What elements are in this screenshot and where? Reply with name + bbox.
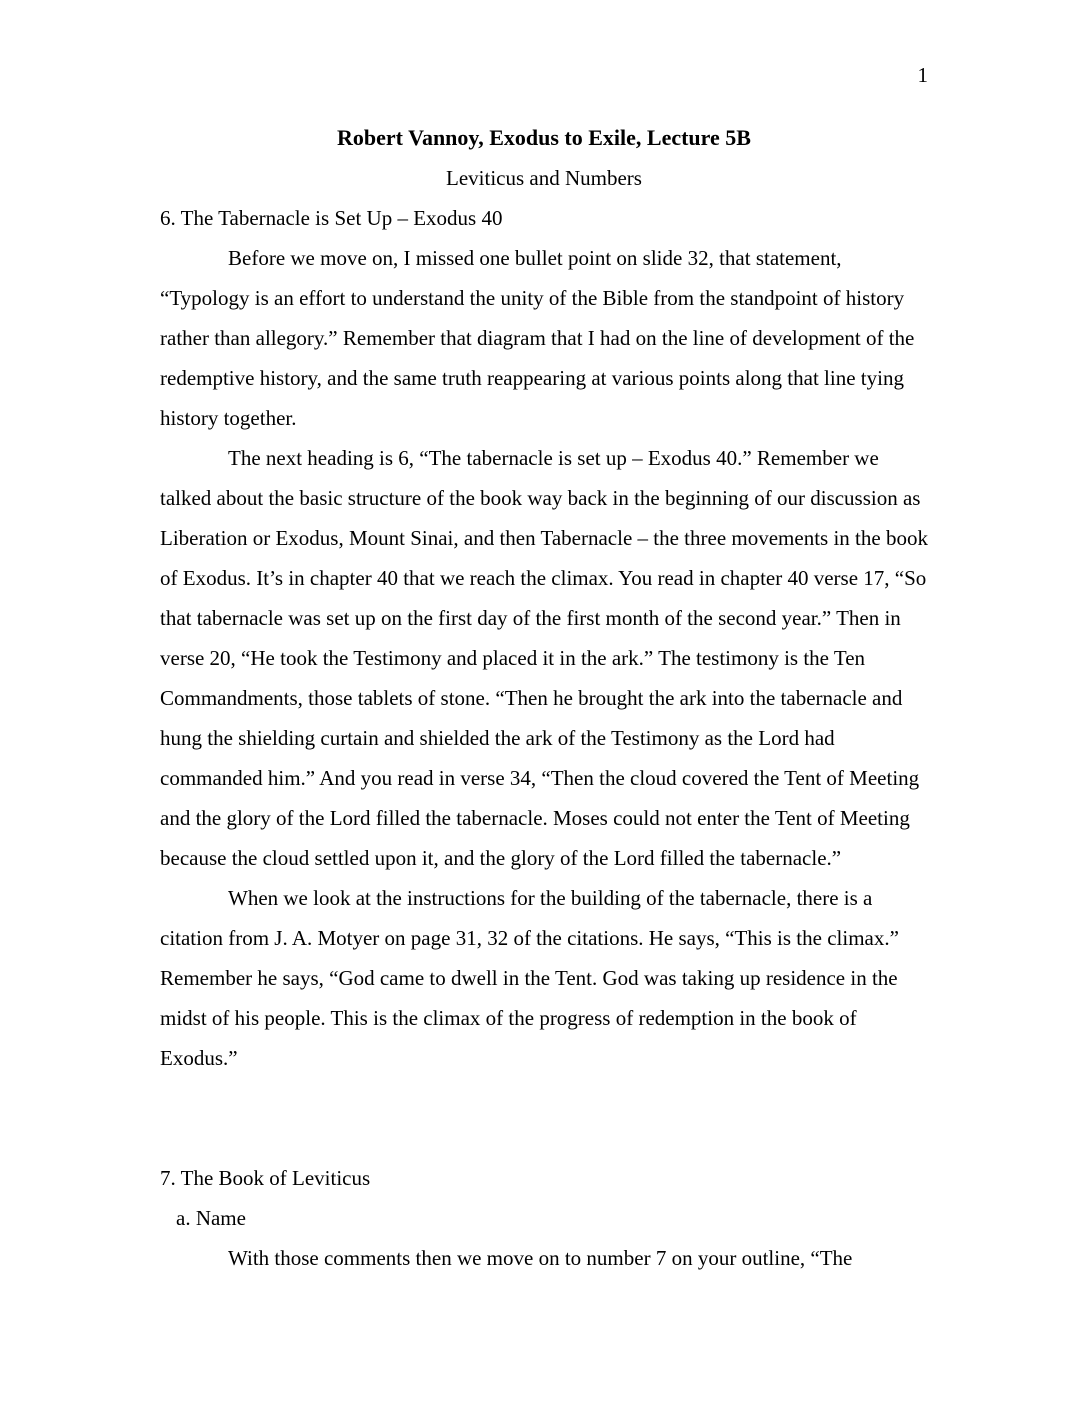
section-heading-leviticus: 7. The Book of Leviticus	[160, 1166, 371, 1190]
document-title: Robert Vannoy, Exodus to Exile, Lecture 5B	[337, 125, 751, 150]
paragraph-outline-intro: With those comments then we move on to number 7 on your outline, “The	[228, 1246, 853, 1270]
paragraph-next-heading: The next heading is 6, “The tabernacle is set up – Exodus 40.” Remember we talked about the basic structure of the book way back in the beginning of our discussion as Liberation or Exodus, Mount Sinai, and then Tabernacle – the three movements in the book of Exodus. It’s in chapter 40 that we reach the climax. You read in chapter 40 verse 17, “So that tabernacle was set up on the first day of the first month of the second year.” Then in verse 20, “He took the Testimony and placed it in the ark.” The testimony is the Ten Commandments, those tablets of stone. “Then he brought the ark into the tabernacle and hung the shielding curtain and shielded the ark of the Testimony as the Lord had commanded him.” And you read in verse 34, “Then the cloud covered the Tent of Meeting and the glory of the Lord filled the tabernacle. Moses could not enter the Tent of Meeting because the cloud settled upon it, and the glory of the Lord filled the tabernacle.”	[160, 446, 928, 870]
paragraph-typology: Before we move on, I missed one bullet point on slide 32, that statement, “Typology is an effort to understand the unity of the Bible from the standpoint of history rather than allegory.” Remember that diagram that I had on the line of development of the redemptive history, and the same truth reappearing at various points along that line tying history together.	[160, 246, 915, 430]
subsection-heading-name: a. Name	[176, 1206, 246, 1230]
section-heading-tabernacle: 6. The Tabernacle is Set Up – Exodus 40	[160, 206, 503, 230]
page-number: 1	[917, 63, 928, 87]
document-subtitle: Leviticus and Numbers	[446, 166, 642, 190]
paragraph-motyer-citation: When we look at the instructions for the building of the tabernacle, there is a citation from J. A. Motyer on page 31, 32 of the citations. He says, “This is the climax.” Remember he says, “God came to dwell in the Tent. God was taking up residence in the midst of his people. This is the climax of the progress of redemption in the book of Exodus.”	[160, 886, 899, 1070]
